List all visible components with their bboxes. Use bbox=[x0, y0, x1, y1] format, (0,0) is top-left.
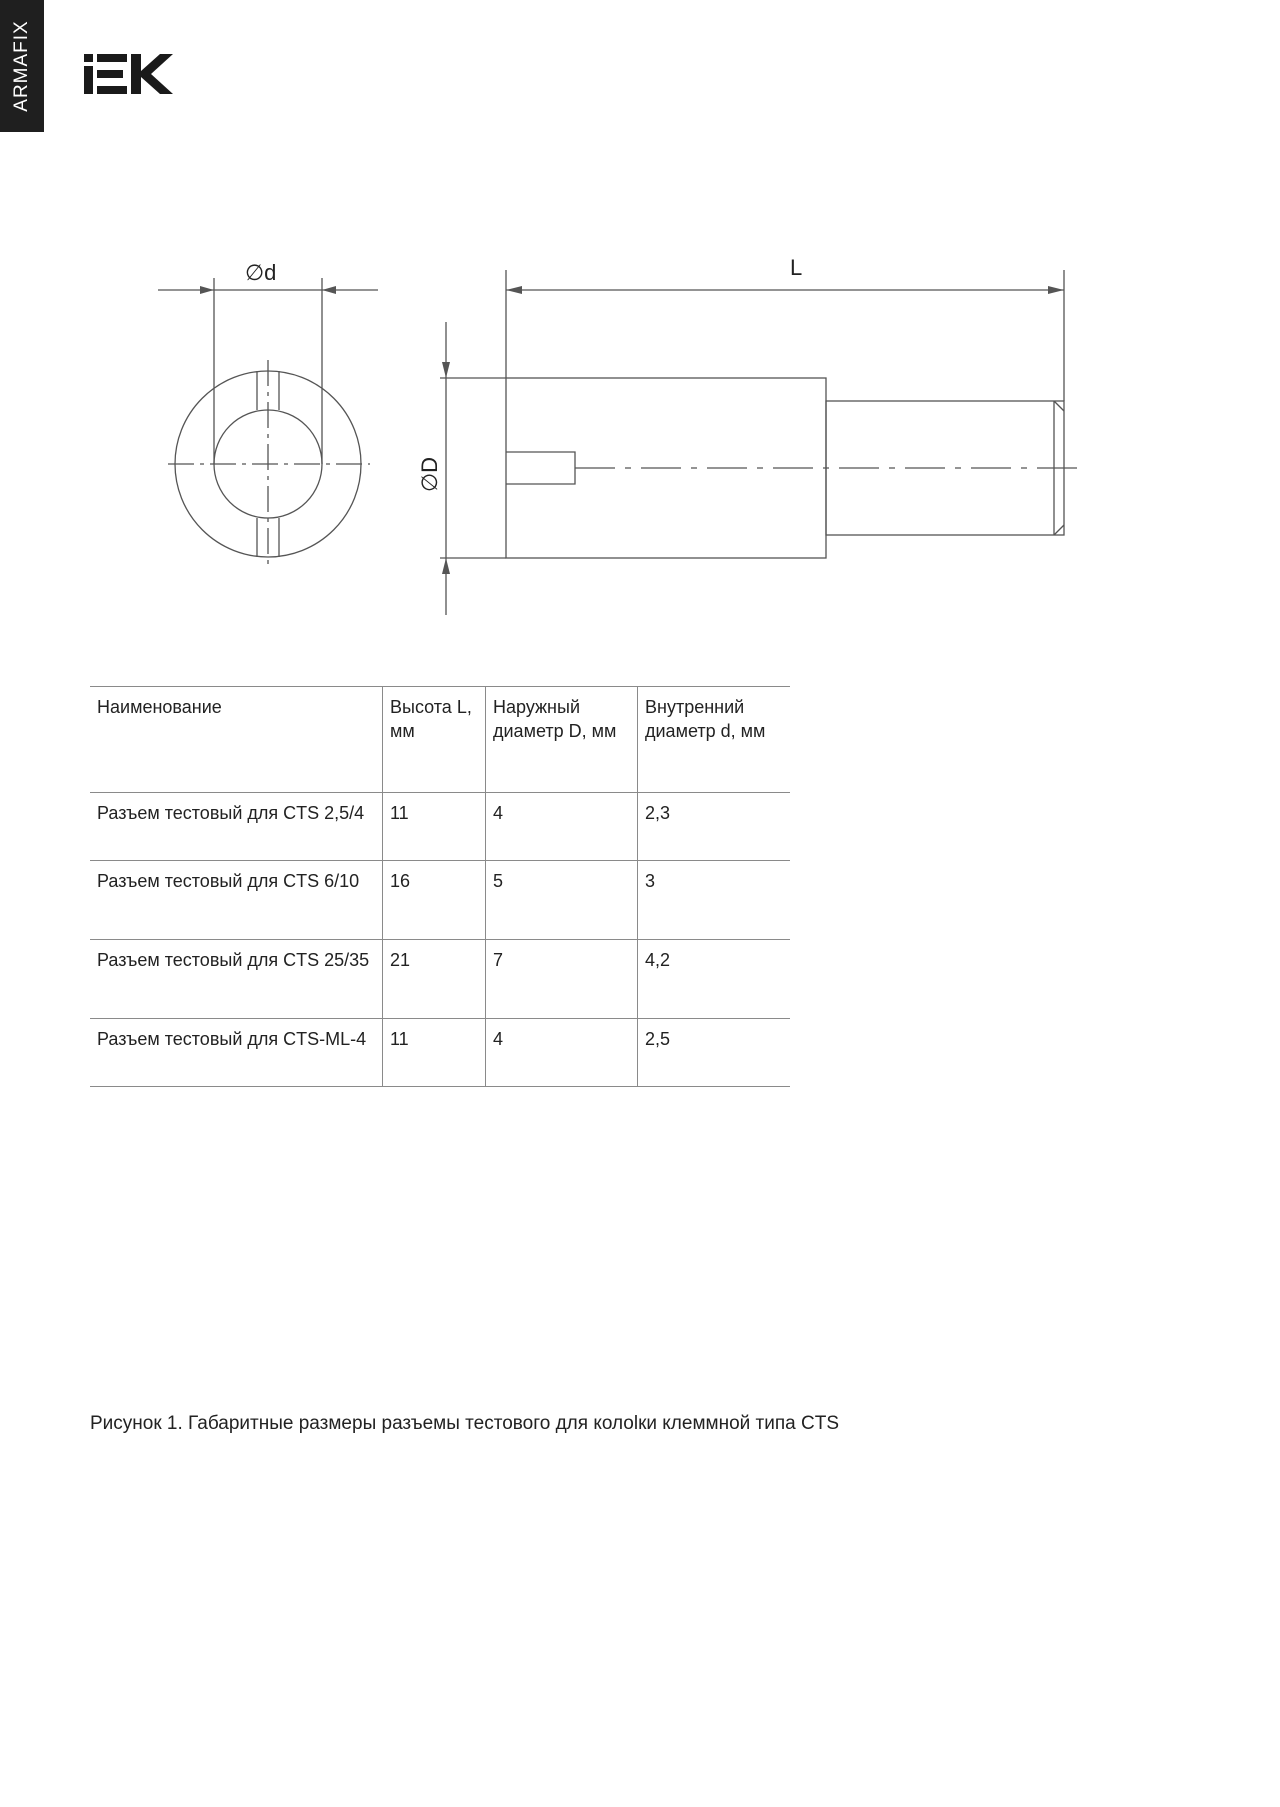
d-arrow-left bbox=[200, 286, 214, 294]
cell-length: 11 bbox=[383, 1019, 486, 1087]
cell-name: Разъем тестовый для CTS 6/10 bbox=[90, 861, 383, 940]
table-row bbox=[90, 1019, 790, 1087]
header-name: Наименование bbox=[90, 687, 383, 793]
inner-diameter-label: ∅d bbox=[245, 260, 277, 285]
D-arrow-bottom bbox=[442, 558, 450, 574]
table-header-row bbox=[90, 687, 790, 793]
header-outer-diameter: Наружный диаметр D, мм bbox=[486, 687, 638, 793]
cell-name: Разъем тестовый для CTS 25/35 bbox=[90, 940, 383, 1019]
brand-side-tab bbox=[0, 0, 44, 132]
cell-name: Разъем тестовый для CTS-ML-4 bbox=[90, 1019, 383, 1087]
end-view bbox=[158, 278, 378, 570]
cell-inner-diameter: 2,5 bbox=[638, 1019, 791, 1087]
header-inner-diameter: Внутренний диаметр d, мм bbox=[638, 687, 791, 793]
side-tab-label: ARMAFIX bbox=[11, 20, 32, 112]
L-arrow-left bbox=[506, 286, 522, 294]
cell-outer-diameter: 7 bbox=[486, 940, 638, 1019]
iek-logo bbox=[84, 54, 174, 100]
cell-outer-diameter: 4 bbox=[486, 793, 638, 861]
D-arrow-top bbox=[442, 362, 450, 378]
L-arrow-right bbox=[1048, 286, 1064, 294]
cell-length: 11 bbox=[383, 793, 486, 861]
cell-length: 16 bbox=[383, 861, 486, 940]
side-view bbox=[440, 270, 1085, 615]
cell-inner-diameter: 2,3 bbox=[638, 793, 791, 861]
cell-outer-diameter: 5 bbox=[486, 861, 638, 940]
cell-inner-diameter: 3 bbox=[638, 861, 791, 940]
spec-table bbox=[90, 686, 790, 1087]
header-length: Высота L, мм bbox=[383, 687, 486, 793]
cell-inner-diameter: 4,2 bbox=[638, 940, 791, 1019]
figure-caption: Рисунок 1. Габаритные размеры разъемы тестового для колоlки клеммной типа CTS bbox=[90, 1413, 839, 1434]
cell-name: Разъем тестовый для CTS 2,5/4 bbox=[90, 793, 383, 861]
table-row bbox=[90, 861, 790, 940]
table-row bbox=[90, 793, 790, 861]
cell-outer-diameter: 4 bbox=[486, 1019, 638, 1087]
length-label: L bbox=[790, 255, 803, 280]
outer-diameter-label: ∅D bbox=[417, 456, 442, 492]
dimension-drawing bbox=[0, 240, 1280, 640]
table-row bbox=[90, 940, 790, 1019]
cell-length: 21 bbox=[383, 940, 486, 1019]
d-arrow-right bbox=[322, 286, 336, 294]
